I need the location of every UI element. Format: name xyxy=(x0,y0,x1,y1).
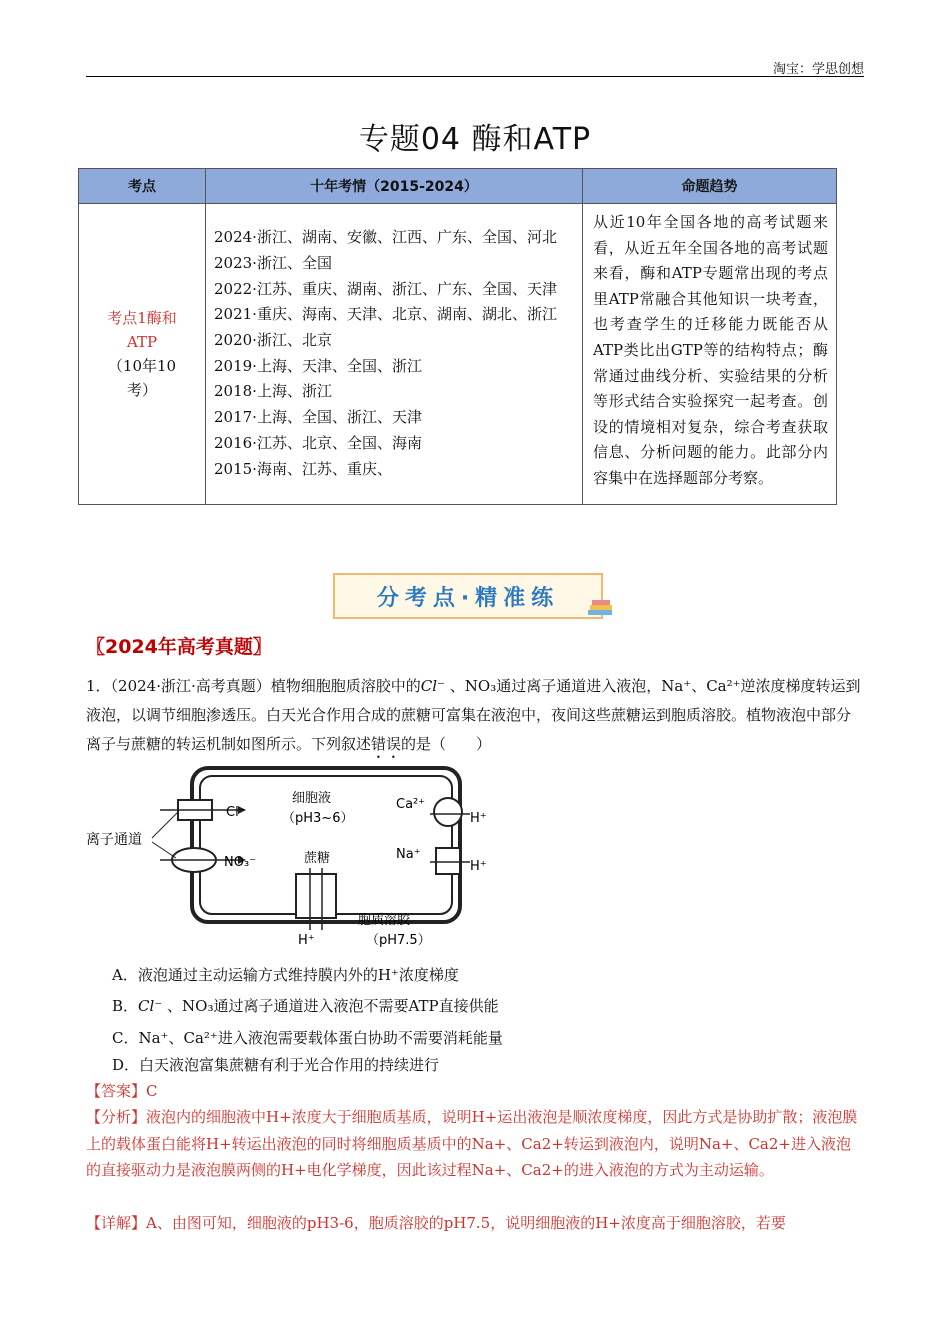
topic-line: ATP xyxy=(126,332,158,351)
transport-diagram xyxy=(86,762,506,952)
topic-line: 考） xyxy=(126,380,157,399)
chloride-ion: Cl⁻ xyxy=(420,677,445,695)
detail-text: A、由图可知，细胞液的pH3-6，胞质溶胶的pH7.5，说明细胞液的H+浓度高于细胞溶胶，若要 xyxy=(146,1214,786,1232)
question-number: 1． xyxy=(86,677,111,695)
header-right-text: 淘宝：学思创想 xyxy=(772,62,864,77)
analysis-text: 液泡内的细胞液中H+浓度大于细胞质基质，说明H+运出液泡是顺浓度梯度，因此方式是协助扩散；液泡膜上的载体蛋白能将H+转运出液泡的同时将细胞质基质中的Na+、Ca2+转运到液泡内，说明Na+、Ca2+进入液泡的直接驱动力是液泡膜两侧的H+电化学梯度，因此该过程Na+、Ca2+的进入液泡的方式为主动运输。 xyxy=(86,1108,858,1179)
table-header-row xyxy=(79,169,837,204)
label-hplus-na: H⁺ xyxy=(470,859,487,874)
label-cytosol-ph: （pH7.5） xyxy=(366,933,431,948)
year-entry: 2016·江苏、北京、全国、海南 xyxy=(214,433,422,452)
detail-label: 【详解】 xyxy=(86,1214,147,1232)
exam-table xyxy=(78,168,837,505)
option-b-cl: Cl⁻ xyxy=(138,997,163,1015)
analysis-label: 【分析】 xyxy=(86,1108,147,1126)
option-c: C．Na⁺、Ca²⁺进入液泡需要载体蛋白协助不需要消耗能量 xyxy=(112,1029,503,1047)
question-source: （2024·浙江·高考真题） xyxy=(110,677,271,695)
page-header xyxy=(86,56,864,77)
separator: 、 xyxy=(449,677,465,695)
topic-cell xyxy=(79,204,206,505)
detail-block xyxy=(86,1210,864,1237)
emphasis-word: 错误 xyxy=(371,735,402,753)
trend-cell: 从近10年全国各地的高考试题来看，从近五年全国各地的高考试题来看，酶和ATP专题常出现的考点里ATP常融合其他知识一块考查，也考查学生的迁移能力既能否从ATP类比出GTP等的结构特点；酶常通过曲线分析、实验结果的分析等形式结合实验探究一起考查。创设的情境相对复杂，综合考查获取信息、分析问题的能力。此部分内容集中在选择题部分考察。 xyxy=(583,204,837,505)
col-header-trend: 命题趋势 xyxy=(583,169,837,204)
label-sap: 细胞液 xyxy=(292,791,332,806)
col-header-years: 十年考情（2015-2024） xyxy=(206,169,583,204)
answer-line xyxy=(86,1078,864,1105)
label-ca: Ca²⁺ xyxy=(396,797,426,812)
page-title: 专题04 酶和ATP xyxy=(358,122,592,157)
question-part: 的是（ ） xyxy=(401,735,492,753)
label-hplus-ca: H⁺ xyxy=(470,811,487,826)
question-text xyxy=(86,672,864,762)
question-part: 植物细胞胞质溶胶中的 xyxy=(270,677,421,695)
nitrate-ion: NO₃ xyxy=(464,677,497,695)
ca-antiporter xyxy=(430,798,470,826)
answer-label: 【答案】 xyxy=(86,1082,147,1100)
section-heading: 〖2024年高考真题〗 xyxy=(86,636,272,658)
question-part: 通过离子通道进入液泡，Na⁺、Ca²⁺逆浓度梯度转运到液泡，以调节细胞渗透压。白天光合作用合成的蔗糖可富集在液泡中，夜间这些蔗糖运到胞质溶胶。植物液泡中部分离子与蔗糖的转运机制如图所示。下列叙述 xyxy=(86,677,861,753)
label-cl: Cl⁻ xyxy=(226,805,246,820)
label-channel: 离子通道 xyxy=(86,832,142,848)
years-cell xyxy=(206,204,583,505)
option-b-no3: NO₃ xyxy=(182,997,214,1015)
option-d: D．白天液泡富集蔗糖有利于光合作用的持续进行 xyxy=(112,1056,440,1074)
answer-value: C xyxy=(146,1082,158,1100)
year-entry: 2020·浙江、北京 xyxy=(214,331,332,350)
separator: 、 xyxy=(167,997,183,1015)
col-header-topic: 考点 xyxy=(79,169,206,204)
year-entry: 2024·浙江、湖南、安徽、江西、广东、全国、河北 xyxy=(214,228,557,247)
option-a: A．液泡通过主动运输方式维持膜内外的H⁺浓度梯度 xyxy=(112,966,459,984)
year-entry: 2019·上海、天津、全国、浙江 xyxy=(214,356,422,375)
year-entry: 2022·江苏、重庆、湖南、浙江、广东、全国、天津 xyxy=(214,279,557,298)
option-b-text: 通过离子通道进入液泡不需要ATP直接供能 xyxy=(213,997,499,1015)
year-entry: 2015·海南、江苏、重庆、 xyxy=(214,459,392,478)
year-entry: 2018·上海、浙江 xyxy=(214,382,332,401)
na-antiporter xyxy=(430,848,470,874)
topic-line: （10年10 xyxy=(107,356,177,375)
year-entry: 2017·上海、全国、浙江、天津 xyxy=(214,408,422,427)
books-icon xyxy=(586,598,616,618)
topic-line: 考点1酶和 xyxy=(107,308,177,327)
label-hplus-bottom: H⁺ xyxy=(298,933,315,948)
option-b-prefix: B． xyxy=(112,997,139,1015)
analysis-block xyxy=(86,1104,864,1184)
option-b xyxy=(112,995,499,1016)
year-entry: 2023·浙江、全国 xyxy=(214,253,332,272)
section-banner: 分考点·精准练 xyxy=(333,573,603,619)
label-no3: NO₃⁻ xyxy=(224,855,257,870)
label-cytosol: 胞质溶胶 xyxy=(358,913,411,928)
label-sap-ph: （pH3~6） xyxy=(282,811,354,826)
table-row xyxy=(79,204,837,505)
label-sucrose: 蔗糖 xyxy=(304,851,331,866)
year-entry: 2021·重庆、海南、天津、北京、湖南、湖北、浙江 xyxy=(214,305,557,324)
label-na: Na⁺ xyxy=(396,847,421,862)
